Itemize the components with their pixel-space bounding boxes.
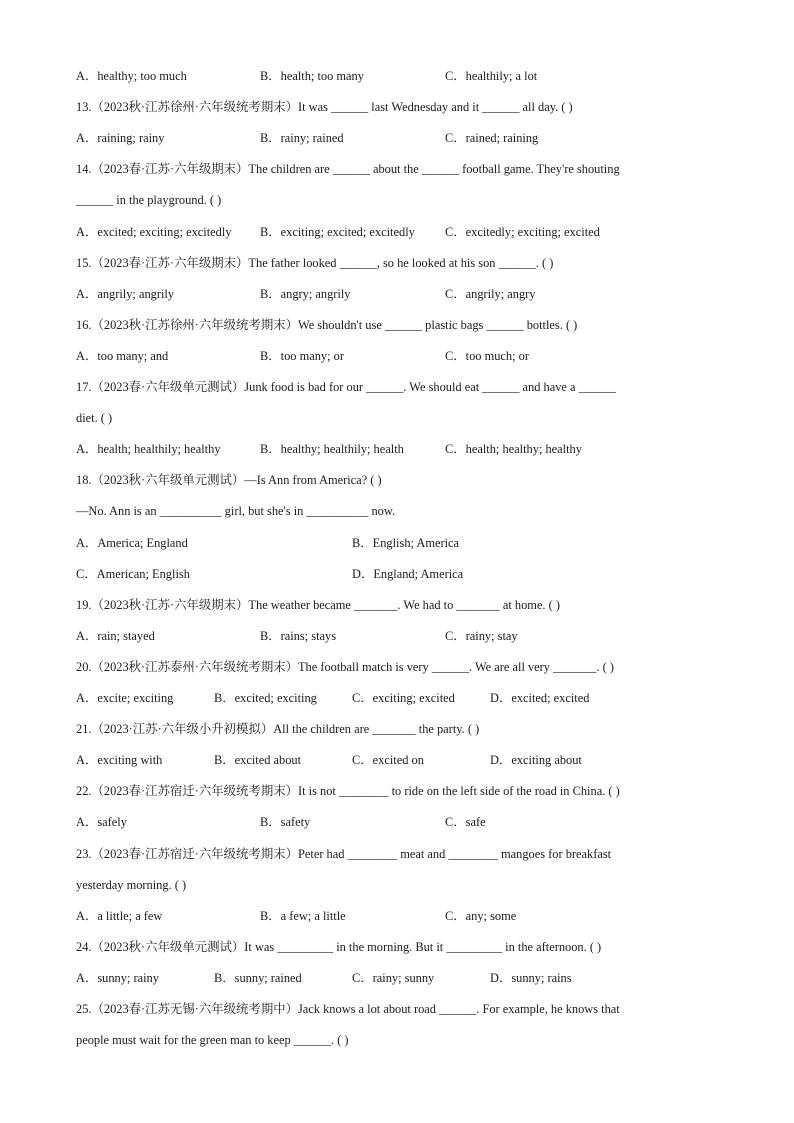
question-text: 15.（2023春·江苏·六年级期末）The father looked ______, so he looked at his son ______. ( ) <box>76 255 554 270</box>
options-row <box>76 908 754 924</box>
options-row <box>76 566 754 582</box>
question-text: people must wait for the green man to keep ______. ( ) <box>76 1033 349 1048</box>
option-text: A．rain; stayed <box>76 628 155 643</box>
options-row <box>76 752 754 768</box>
option-text: C．rained; raining <box>445 131 539 146</box>
option-text: B．sunny; rained <box>214 970 302 985</box>
options-row <box>76 970 754 986</box>
option-text: A．health; healthily; healthy <box>76 442 221 457</box>
option-text: A．excite; exciting <box>76 691 174 705</box>
option-text: C．angrily; angry <box>445 286 536 301</box>
question-text: 25.（2023春·江苏无锡·六年级统考期中）Jack knows a lot about road ______. For example, he knows that <box>76 1002 620 1016</box>
question-text: diet. ( ) <box>76 411 113 426</box>
options-row <box>76 130 754 146</box>
option-text: B．angry; angrily <box>260 286 351 301</box>
option-text: D．exciting about <box>490 753 582 768</box>
options-row <box>76 224 754 240</box>
question-text: 16.（2023秋·江苏徐州·六年级统考期末）We shouldn't use ______ plastic bags ______ bottles. ( ) <box>76 317 578 332</box>
question-text: —No. Ann is an __________ girl, but she's in __________ now. <box>76 504 396 519</box>
option-text: C．health; healthy; healthy <box>445 442 582 457</box>
question-text: 24.（2023秋·六年级单元测试）It was _________ in the morning. But it _________ in the afternoon. ( ) <box>76 939 602 954</box>
option-text: B．health; too many <box>260 69 364 83</box>
option-text: B．a few; a little <box>260 908 346 923</box>
option-text: C．American; English <box>76 566 190 581</box>
options-row <box>76 690 754 706</box>
option-text: C．any; some <box>445 908 517 923</box>
option-text: C．rainy; stay <box>445 628 518 643</box>
option-text: C．rainy; sunny <box>352 970 435 985</box>
option-text: C．exciting; excited <box>352 691 455 705</box>
options-row <box>76 68 754 84</box>
option-text: A．safely <box>76 815 127 830</box>
question-text: 13.（2023秋·江苏徐州·六年级统考期末）It was ______ last Wednesday and it ______ all day. ( ) <box>76 100 573 115</box>
options-row <box>76 814 754 830</box>
option-text: A．angrily; angrily <box>76 286 175 301</box>
option-text: A．America; England <box>76 535 188 550</box>
option-text: B．exciting; excited; excitedly <box>260 224 415 239</box>
question-text: 22.（2023春·江苏宿迁·六年级统考期末）It is not ________ to ride on the left side of the road in China. ( ) <box>76 784 620 799</box>
option-text: B．English; America <box>352 535 460 550</box>
options-row <box>76 286 754 302</box>
question-text: 19.（2023秋·江苏·六年级期末）The weather became _______. We had to _______ at home. ( ) <box>76 597 560 612</box>
question-text: 23.（2023春·江苏宿迁·六年级统考期末）Peter had ________ meat and ________ mangoes for breakfast <box>76 846 612 861</box>
option-text: C．healthily; a lot <box>445 69 538 83</box>
option-text: A．a little; a few <box>76 908 163 923</box>
option-text: D．excited; excited <box>490 691 590 705</box>
option-text: B．rains; stays <box>260 628 337 643</box>
option-text: B．excited; exciting <box>214 691 317 705</box>
option-text: B．healthy; healthily; health <box>260 442 404 457</box>
option-text: A．too many; and <box>76 348 169 363</box>
question-text: ______ in the playground. ( ) <box>76 193 222 208</box>
option-text: A．exciting with <box>76 753 163 768</box>
question-text: yesterday morning. ( ) <box>76 877 187 892</box>
option-text: D．England; America <box>352 566 464 581</box>
question-text: 17.（2023春·六年级单元测试）Junk food is bad for our ______. We should eat ______ and have a ______ <box>76 380 616 394</box>
option-text: B．too many; or <box>260 348 344 363</box>
option-text: B．safety <box>260 815 311 830</box>
question-text: 14.（2023春·江苏·六年级期末）The children are ______ about the ______ football game. They're shouting <box>76 162 620 177</box>
question-text: 21.（2023·江苏·六年级小升初模拟）All the children are _______ the party. ( ) <box>76 722 480 737</box>
option-text: C．too much; or <box>445 348 529 363</box>
question-text: 20.（2023秋·江苏泰州·六年级统考期末）The football match is very ______. We are all very _______. ( ) <box>76 659 615 674</box>
option-text: C．safe <box>445 815 486 830</box>
option-text: B．excited about <box>214 753 302 768</box>
options-row <box>76 535 754 551</box>
option-text: D．sunny; rains <box>490 970 572 985</box>
options-row <box>76 348 754 364</box>
option-text: B．rainy; rained <box>260 131 344 146</box>
option-text: A．excited; exciting; excitedly <box>76 224 232 239</box>
option-text: A．sunny; rainy <box>76 970 159 985</box>
options-row <box>76 628 754 644</box>
question-text: 18.（2023秋·六年级单元测试）—Is Ann from America? ( ) <box>76 473 382 488</box>
options-row <box>76 441 754 457</box>
option-text: A．raining; rainy <box>76 131 165 146</box>
option-text: A．healthy; too much <box>76 69 187 83</box>
option-text: C．excited on <box>352 753 424 768</box>
option-text: C．excitedly; exciting; excited <box>445 224 600 239</box>
